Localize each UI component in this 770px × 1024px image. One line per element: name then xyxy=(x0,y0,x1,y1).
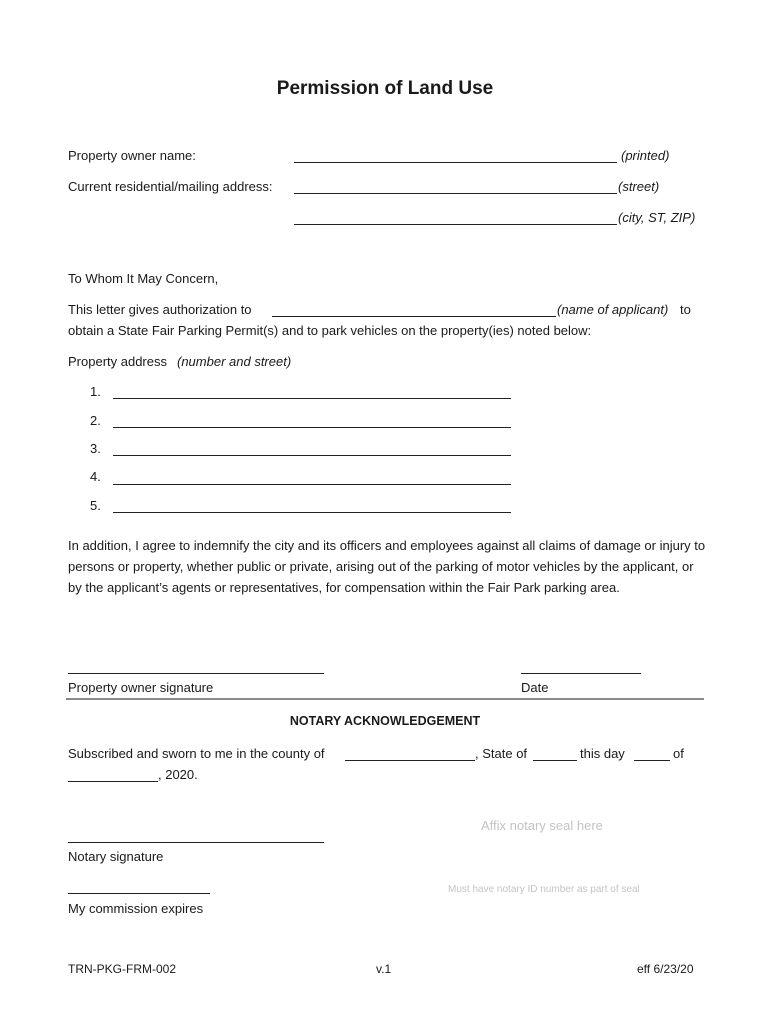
sworn-text: Subscribed and sworn to me in the county of xyxy=(68,746,325,761)
owner-name-field[interactable] xyxy=(294,162,617,163)
commission-field[interactable] xyxy=(68,893,210,894)
notary-seal-placeholder: Affix notary seal here xyxy=(481,818,603,833)
applicant-name-field[interactable] xyxy=(272,316,556,317)
property-item-number: 5. xyxy=(90,498,101,513)
greeting: To Whom It May Concern, xyxy=(68,271,219,286)
month-field[interactable] xyxy=(68,781,158,782)
date-label: Date xyxy=(521,680,549,695)
state-field[interactable] xyxy=(533,760,577,761)
form-id: TRN-PKG-FRM-002 xyxy=(68,962,177,976)
date-field[interactable] xyxy=(521,673,641,674)
notary-signature-label: Notary signature xyxy=(68,849,164,864)
auth-to: to xyxy=(680,302,691,317)
auth-line2: obtain a State Fair Parking Permit(s) and to park vehicles on the property(ies) noted below: xyxy=(68,323,592,338)
property-address-field[interactable] xyxy=(113,484,511,485)
seal-note: Must have notary ID number as part of seal xyxy=(448,884,640,895)
property-item-number: 3. xyxy=(90,441,101,456)
day-field[interactable] xyxy=(634,760,670,761)
owner-signature-field[interactable] xyxy=(68,673,324,674)
of-label: of xyxy=(673,746,684,761)
property-item-number: 2. xyxy=(90,413,101,428)
year-text: , 2020. xyxy=(158,767,198,782)
property-address-field[interactable] xyxy=(113,512,511,513)
property-item-number: 4. xyxy=(90,469,101,484)
property-item-number: 1. xyxy=(90,384,101,399)
auth-prefix: This letter gives authorization to xyxy=(68,302,252,317)
applicant-hint: (name of applicant) xyxy=(557,302,669,317)
property-label: Property address xyxy=(68,354,167,369)
property-address-field[interactable] xyxy=(113,455,511,456)
commission-label: My commission expires xyxy=(68,901,204,916)
notary-heading: NOTARY ACKNOWLEDGEMENT xyxy=(289,714,481,728)
property-address-field[interactable] xyxy=(113,398,511,399)
city-hint: (city, ST, ZIP) xyxy=(618,210,696,225)
street-field[interactable] xyxy=(294,193,617,194)
property-hint: (number and street) xyxy=(177,354,292,369)
printed-hint: (printed) xyxy=(621,148,670,163)
address-label: Current residential/mailing address: xyxy=(68,179,273,194)
indemnify-paragraph: In addition, I agree to indemnify the city and its officers and employees against all claims of damage or injury to persons or property, whether public or private, arising out of the parking of motor vehicles by the applicant, or by the applicant’s agents or representatives, for compensation within the Fair Park parking area. xyxy=(68,538,706,595)
notary-signature-field[interactable] xyxy=(68,842,324,843)
owner-name-label: Property owner name: xyxy=(68,148,196,163)
version: v.1 xyxy=(376,962,392,976)
county-field[interactable] xyxy=(345,760,475,761)
property-address-field[interactable] xyxy=(113,427,511,428)
state-label: , State of xyxy=(475,746,528,761)
effective-date: eff 6/23/20 xyxy=(637,962,694,976)
street-hint: (street) xyxy=(618,179,660,194)
section-divider xyxy=(66,698,704,700)
page-title: Permission of Land Use xyxy=(276,78,494,99)
owner-signature-label: Property owner signature xyxy=(68,680,214,695)
day-label: this day xyxy=(580,746,625,761)
city-field[interactable] xyxy=(294,224,617,225)
